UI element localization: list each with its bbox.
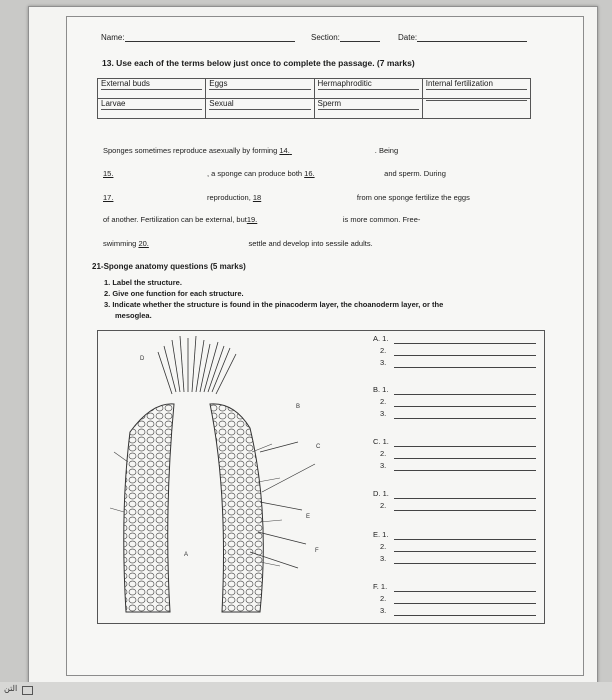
instruction-3-cont: mesoglea. [115,311,152,320]
term-cell: Sexual [206,99,314,119]
term-cell: External buds [98,79,206,99]
answer-f2-line[interactable] [394,603,536,604]
term-cell: Internal fertilization [422,79,530,99]
answer-e2-label: 2. [380,542,387,551]
answer-d2-label: 2. [380,501,387,510]
passage-line-4: of another. Fertilization can be external, but19. is more common. Free- [103,215,421,224]
answer-b3-label: 3. [380,409,387,418]
terms-table [97,78,531,119]
answer-f1-label: F. 1. [373,582,388,591]
answer-c2-label: 2. [380,449,387,458]
answer-f3-line[interactable] [394,615,536,616]
answer-a3-label: 3. [380,358,387,367]
answer-e3-line[interactable] [394,563,536,564]
label-d: D [140,356,145,362]
answer-d1-line[interactable] [394,498,536,499]
label-e: E [306,514,311,520]
answer-d2-line[interactable] [394,510,536,511]
date-field: Date: [398,33,527,42]
image-icon[interactable] [22,686,33,695]
answer-b3-line[interactable] [394,418,536,419]
label-c: C [316,444,321,450]
answer-c3-line[interactable] [394,470,536,471]
instruction-1: 1. Label the structure. [104,278,182,287]
answer-f2-label: 2. [380,594,387,603]
answer-e3-label: 3. [380,554,387,563]
label-a: A [184,552,189,558]
answer-c2-line[interactable] [394,458,536,459]
instruction-2: 2. Give one function for each structure. [104,289,244,298]
answer-a1-line[interactable] [394,343,536,344]
answer-d1-label: D. 1. [373,489,389,498]
passage-line-3: 17. reproduction, 18 from one sponge fertilize the eggs [103,193,470,202]
answer-b1-label: B. 1. [373,385,389,394]
answer-c1-label: C. 1. [373,437,389,446]
passage-line-2: 15. , a sponge can produce both 16. and sperm. During [103,169,446,178]
term-cell [422,99,530,119]
taskbar-label: التن [4,684,18,693]
answer-a2-label: 2. [380,346,387,355]
name-field: Name: [101,33,295,42]
answer-e1-label: E. 1. [373,530,389,539]
passage-line-5: swimming 20. settle and develop into sessile adults. [103,239,373,248]
osculum-spicules [158,336,236,394]
term-cell: Hermaphroditic [314,79,422,99]
taskbar [0,682,612,700]
answer-b1-line[interactable] [394,394,536,395]
answer-f3-label: 3. [380,606,387,615]
answer-e1-line[interactable] [394,539,536,540]
answer-a1-label: A. 1. [373,334,389,343]
answer-c1-line[interactable] [394,446,536,447]
term-cell: Sperm [314,99,422,119]
answer-c3-label: 3. [380,461,387,470]
answer-b2-label: 2. [380,397,387,406]
answer-a3-line[interactable] [394,367,536,368]
term-cell: Larvae [98,99,206,119]
label-b: B [296,404,301,410]
question-21-title: 21-Sponge anatomy questions (5 marks) [92,262,246,271]
passage-line-1: Sponges sometimes reproduce asexually by forming 14. . Being [103,146,399,155]
instruction-3: 3. Indicate whether the structure is found in the pinacoderm layer, the choanoderm layer, or the [104,300,444,309]
answer-e2-line[interactable] [394,551,536,552]
question-13-title: 13. Use each of the terms below just once to complete the passage. (7 marks) [102,58,415,68]
answer-f1-line[interactable] [394,591,536,592]
term-cell: Eggs [206,79,314,99]
answer-a2-line[interactable] [394,355,536,356]
sponge-diagram [110,332,350,620]
answer-b2-line[interactable] [394,406,536,407]
section-field: Section: [311,33,380,42]
label-f: F [315,548,319,554]
